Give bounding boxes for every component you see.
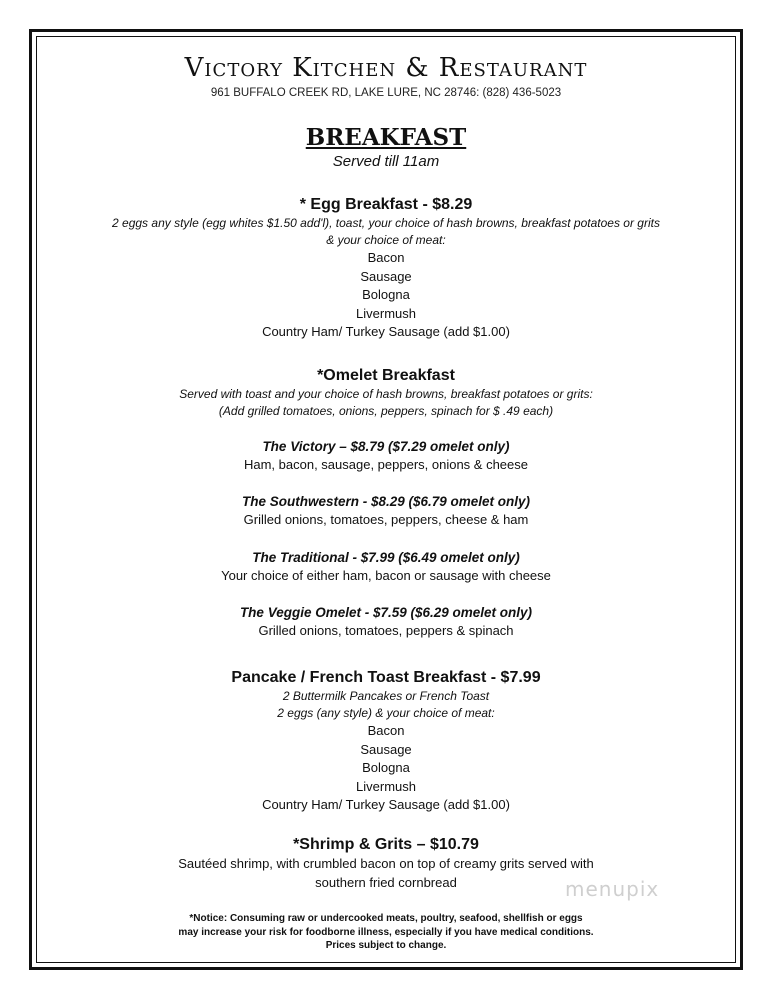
omelet-breakfast-desc-2: (Add grilled tomatoes, onions, peppers, spinach for $ .49 each) xyxy=(218,404,554,418)
omelet-breakfast-block xyxy=(40,366,732,420)
section-title: BREAKFAST xyxy=(305,124,467,151)
notice-line-2: may increase your risk for foodborne illness, especially if you have medical conditions. xyxy=(178,926,594,938)
omelet-item xyxy=(40,437,732,475)
omelet-item-desc: Ham, bacon, sausage, peppers, onions & cheese xyxy=(243,457,528,472)
omelet-item-desc: Your choice of either ham, bacon or sausage with cheese xyxy=(221,568,551,583)
egg-breakfast-desc-1: 2 eggs any style (egg whites $1.50 add'l), toast, your choice of hash browns, breakfast potatoes or grits xyxy=(112,216,660,230)
restaurant-title: Victory Kitchen & Restaurant xyxy=(184,53,588,83)
egg-breakfast-block xyxy=(40,195,732,342)
pancake-meat-item: Livermush xyxy=(356,778,416,794)
omelet-item-name: The Victory – $8.79 ($7.29 omelet only) xyxy=(262,439,510,454)
food-safety-notice xyxy=(40,912,732,953)
pancake-breakfast-block xyxy=(40,668,732,815)
shrimp-grits-desc-1: Sautéed shrimp, with crumbled bacon on top of creamy grits served with xyxy=(178,856,594,871)
pancake-meat-item: Bacon xyxy=(367,723,405,738)
egg-breakfast-title: * Egg Breakfast - $8.29 xyxy=(299,196,473,213)
pancake-meat-item: Bologna xyxy=(362,760,410,775)
pancake-breakfast-desc-1: 2 Buttermilk Pancakes or French Toast xyxy=(282,689,490,703)
omelet-item xyxy=(40,492,732,530)
egg-meat-item: Bologna xyxy=(362,287,410,302)
omelet-breakfast-desc-1: Served with toast and your choice of hash browns, breakfast potatoes or grits: xyxy=(179,387,593,401)
omelet-item-name: The Southwestern - $8.29 ($6.79 omelet only) xyxy=(241,494,531,509)
pancake-meat-item: Sausage xyxy=(360,741,412,757)
omelet-item xyxy=(40,548,732,586)
omelet-item-name: The Traditional - $7.99 ($6.49 omelet only) xyxy=(252,550,520,565)
egg-meat-item: Sausage xyxy=(360,268,412,284)
notice-line-3: Prices subject to change. xyxy=(325,940,447,951)
watermark-logo: menupix xyxy=(565,877,660,901)
section-subtitle: Served till 11am xyxy=(332,153,440,170)
shrimp-grits-desc-2: southern fried cornbread xyxy=(315,874,457,890)
egg-meat-item: Country Ham/ Turkey Sausage (add $1.00) xyxy=(262,324,510,339)
omelet-breakfast-title: *Omelet Breakfast xyxy=(317,367,455,384)
omelet-item-desc: Grilled onions, tomatoes, peppers, cheese & ham xyxy=(243,512,529,527)
shrimp-grits-title: *Shrimp & Grits – $10.79 xyxy=(293,836,479,853)
restaurant-address: 961 BUFFALO CREEK RD, LAKE LURE, NC 28746: (828) 436-5023 xyxy=(210,87,562,99)
egg-breakfast-desc-2: & your choice of meat: xyxy=(326,233,446,247)
notice-line-1: *Notice: Consuming raw or undercooked meats, poultry, seafood, shellfish or eggs xyxy=(189,913,583,924)
egg-meat-item: Livermush xyxy=(356,305,416,321)
omelet-item-desc: Grilled onions, tomatoes, peppers & spinach xyxy=(258,623,514,638)
pancake-breakfast-title: Pancake / French Toast Breakfast - $7.99 xyxy=(231,669,541,686)
pancake-meat-item: Country Ham/ Turkey Sausage (add $1.00) xyxy=(262,797,510,812)
menu-page xyxy=(40,40,732,958)
omelet-item xyxy=(40,603,732,641)
omelet-item-name: The Veggie Omelet - $7.59 ($6.29 omelet only) xyxy=(239,605,533,620)
pancake-breakfast-desc-2: 2 eggs (any style) & your choice of meat: xyxy=(277,706,495,720)
egg-meat-item: Bacon xyxy=(367,250,405,265)
